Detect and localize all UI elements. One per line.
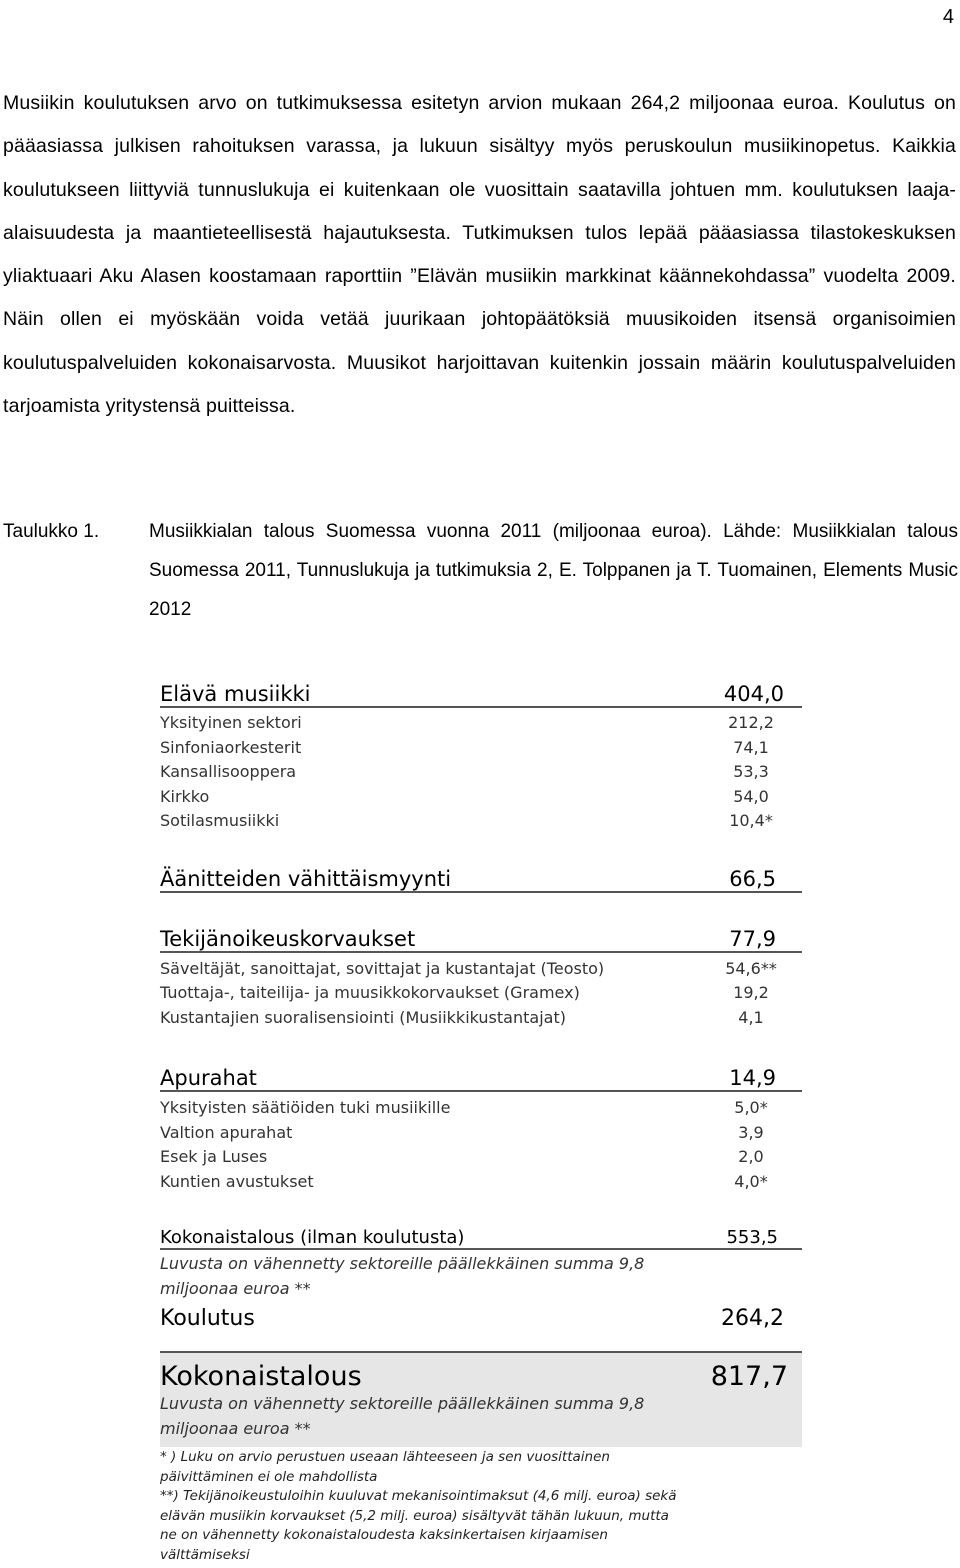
grand-total-name: Kokonaistalous <box>160 1361 362 1392</box>
deduction-note: Luvusta on vähennetty sektoreille päällekkäinen summa 9,8 miljoonaa euroa ** <box>160 1394 645 1438</box>
row-value: 5,0* <box>734 1098 768 1117</box>
table-row <box>160 760 802 785</box>
table-row <box>160 785 802 810</box>
table-row <box>160 809 802 834</box>
section-name: Elävä musiikki <box>160 682 311 706</box>
grand-total-value: 817,7 <box>710 1361 788 1392</box>
section-rows-elava <box>160 708 802 834</box>
finance-table <box>160 672 802 1447</box>
row-label: Tuottaja-, taiteilija- ja muusikkokorvaukset (Gramex) <box>160 983 580 1002</box>
body-paragraph: Musiikin koulutuksen arvo on tutkimuksessa esitetyn arvion mukaan 264,2 miljoonaa euroa. Koulutus on pääasiassa julkisen rahoituksen varassa, ja lukuun sisältyy myös peruskoulun musiikinopetus. Kaikkia koulutukseen liittyviä tunnuslukuja ei kuitenkaan ole vuosittain saatavilla johtuen mm. koulutuksen laaja-alaisuudesta ja maantieteellisestä hajautuksesta. Tutkimuksen tulos lepää pääasiassa tilastokeskuksen yliaktuaari Aku Alasen koostamaan raporttiin ”Elävän musiikin markkinat käännekohdassa” vuodelta 2009. Näin ollen ei myöskään voida vetää juurikaan johtopäätöksiä muusikoiden itsensä organisoimien koulutuspalveluiden kokonaisarvosta. Muusikot harjoittavan kuitenkin jossain määrin koulutuspalveluiden tarjoamista yritystensä puitteissa. <box>3 92 956 418</box>
section-value: 66,5 <box>729 866 776 891</box>
section-header-koulutus <box>160 1301 802 1331</box>
grand-total-box <box>160 1351 802 1447</box>
row-label: Esek ja Luses <box>160 1147 268 1166</box>
caption-text: Musiikkialan talous Suomessa vuonna 2011 (miljoonaa euroa). Lähde: Musiikkialan talous Suomessa 2011, Tunnuslukuja ja tutkimuksia 2, E. Tolppanen ja T. Tuomainen, Elements Music 2012 <box>149 521 958 620</box>
section-name: Koulutus <box>160 1306 255 1331</box>
table-row <box>160 1170 802 1195</box>
row-value: 4,1 <box>738 1007 764 1027</box>
row-label: Yksityinen sektori <box>160 713 302 732</box>
table-row <box>160 981 802 1006</box>
row-label: Valtion apurahat <box>160 1122 293 1142</box>
section-value: 14,9 <box>729 1066 776 1090</box>
footnote-2: **) Tekijänoikeustuloihin kuuluvat mekanisointimaksut (4,6 milj. euroa) sekä elävän musiikin korvaukset (5,2 milj. euroa) sisältyvät tähän lukuun, mutta ne on vähennetty kokonaistaloudesta kaksinkertaisen kirjaamisen välttämiseksi <box>160 1488 677 1563</box>
section-header-aanitteiden <box>160 853 802 893</box>
row-label: Yksityisten säätiöiden tuki musiikille <box>160 1098 451 1117</box>
table-row <box>160 1006 802 1031</box>
section-header-apurahat <box>160 1052 802 1092</box>
section-rows-tekija <box>160 953 802 1031</box>
row-value: 212,2 <box>728 713 774 732</box>
section-name: Tekijänoikeuskorvaukset <box>160 926 416 951</box>
row-value: 4,0* <box>734 1171 768 1191</box>
row-label: Kuntien avustukset <box>160 1171 314 1191</box>
section-name: Apurahat <box>160 1066 257 1090</box>
row-value: 74,1 <box>733 737 769 757</box>
table-row <box>160 736 802 761</box>
table-row <box>160 711 802 736</box>
section-value: 264,2 <box>721 1306 784 1331</box>
table-caption <box>3 512 958 629</box>
section-value: 77,9 <box>729 926 776 951</box>
grand-total-header <box>160 1361 802 1392</box>
page-number: 4 <box>942 6 954 28</box>
row-value: 53,3 <box>733 762 769 781</box>
footnote-1: * ) Luku on arvio perustuen useaan lähteeseen ja sen vuosittainen päivittäminen ei ole mahdollista <box>160 1449 610 1485</box>
section-name: Äänitteiden vähittäismyynti <box>160 866 452 891</box>
row-label: Säveltäjät, sanoittajat, sovittajat ja kustantajat (Teosto) <box>160 958 605 978</box>
row-value: 3,9 <box>738 1122 764 1142</box>
row-value: 10,4* <box>729 811 773 830</box>
section-value: 404,0 <box>723 682 784 706</box>
row-label: Sinfoniaorkesterit <box>160 737 302 757</box>
section-header-elava <box>160 672 802 708</box>
section-header-kokonais-ilman <box>160 1216 802 1250</box>
table-row <box>160 1096 802 1121</box>
caption-label: Taulukko 1. <box>3 521 100 542</box>
row-value: 19,2 <box>733 983 769 1002</box>
table-row <box>160 957 802 982</box>
section-header-tekija <box>160 913 802 953</box>
row-value: 54,0 <box>733 786 769 806</box>
deduction-note: Luvusta on vähennetty sektoreille päällekkäinen summa 9,8 miljoonaa euroa ** <box>160 1254 645 1298</box>
section-name: Kokonaistalous (ilman koulutusta) <box>160 1227 465 1248</box>
section-value: 553,5 <box>726 1227 778 1248</box>
row-value: 54,6** <box>725 958 777 978</box>
row-label: Sotilasmusiikki <box>160 811 280 830</box>
table-row <box>160 1145 802 1170</box>
table-row <box>160 1121 802 1146</box>
row-label: Kustantajien suoralisensiointi (Musiikkikustantajat) <box>160 1007 566 1027</box>
row-label: Kirkko <box>160 786 210 806</box>
row-value: 2,0 <box>738 1147 764 1166</box>
footnotes <box>160 1448 680 1565</box>
section-rows-apurahat <box>160 1092 802 1194</box>
row-label: Kansallisooppera <box>160 762 297 781</box>
